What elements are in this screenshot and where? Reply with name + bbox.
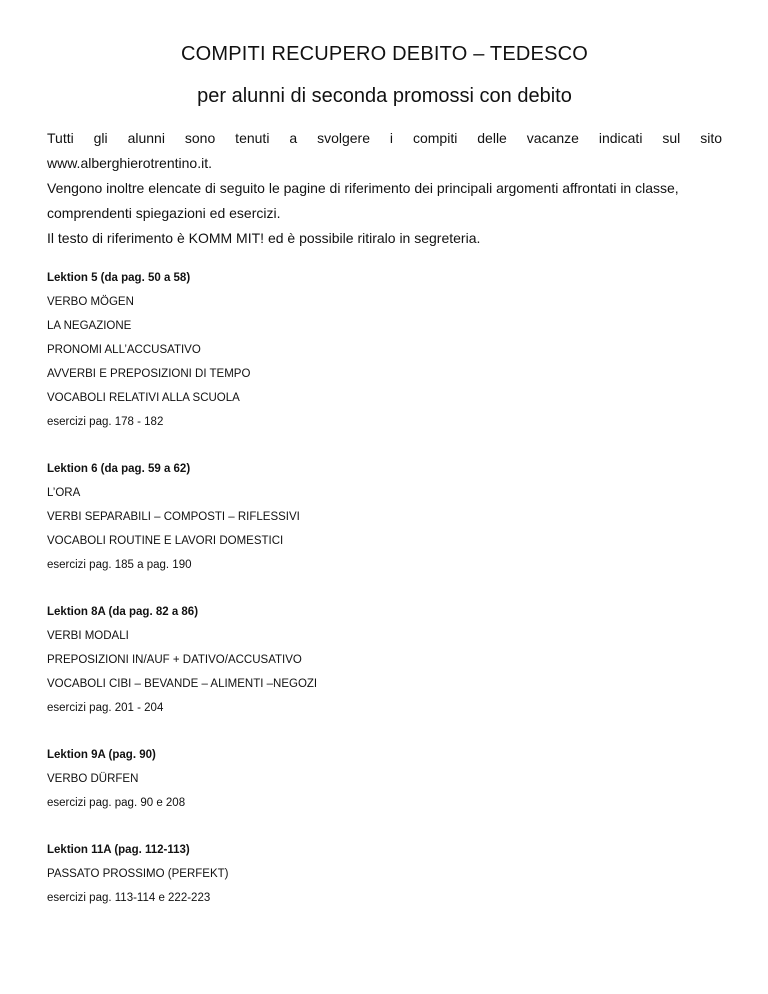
lesson-heading: Lektion 9A (pag. 90) bbox=[47, 749, 156, 761]
lesson-topic: L’ORA bbox=[47, 487, 81, 499]
lesson-topic: VOCABOLI CIBI – BEVANDE – ALIMENTI –NEGOZI bbox=[47, 678, 318, 690]
lesson-heading: Lektion 5 (da pag. 50 a 58) bbox=[47, 272, 191, 284]
document-title: COMPITI RECUPERO DEBITO – TEDESCO bbox=[180, 43, 589, 65]
lesson-sections bbox=[47, 266, 722, 910]
lesson-topic: PASSATO PROSSIMO (PERFEKT) bbox=[47, 868, 229, 880]
lesson-exercises: esercizi pag. 178 - 182 bbox=[47, 416, 164, 428]
document-subtitle: per alunni di seconda promossi con debito bbox=[197, 85, 572, 107]
lesson-exercises: esercizi pag. 201 - 204 bbox=[47, 702, 164, 714]
lesson-section bbox=[47, 743, 722, 815]
lesson-topic: PREPOSIZIONI IN/AUF + DATIVO/ACCUSATIVO bbox=[47, 654, 302, 666]
lesson-topic: VERBI MODALI bbox=[47, 630, 129, 642]
lesson-heading: Lektion 6 (da pag. 59 a 62) bbox=[47, 463, 191, 475]
lesson-topic: VERBI SEPARABILI – COMPOSTI – RIFLESSIVI bbox=[47, 511, 300, 523]
lesson-topic: LA NEGAZIONE bbox=[47, 320, 132, 332]
intro-line: Tutti gli alunni sono tenuti a svolgere i compiti delle vacanze indicati sul sito bbox=[47, 130, 722, 146]
lesson-section bbox=[47, 457, 722, 577]
lesson-topic: VERBO MÖGEN bbox=[47, 296, 134, 308]
lesson-heading: Lektion 11A (pag. 112-113) bbox=[47, 844, 190, 856]
intro-line: Vengono inoltre elencate di seguito le pagine di riferimento dei principali argomenti affrontati in classe, bbox=[47, 180, 679, 196]
lesson-topic: VOCABOLI ROUTINE E LAVORI DOMESTICI bbox=[47, 535, 284, 547]
lesson-section bbox=[47, 600, 722, 720]
lesson-exercises: esercizi pag. pag. 90 e 208 bbox=[47, 797, 186, 809]
lesson-exercises: esercizi pag. 113-114 e 222-223 bbox=[47, 892, 211, 904]
lesson-topic: VERBO DÜRFEN bbox=[47, 773, 139, 785]
intro-website: www.alberghierotrentino.it. bbox=[47, 155, 212, 171]
intro-line: Il testo di riferimento è KOMM MIT! ed è possibile ritiralo in segreteria. bbox=[47, 230, 481, 246]
lesson-exercises: esercizi pag. 185 a pag. 190 bbox=[47, 559, 192, 571]
lesson-topic: VOCABOLI RELATIVI ALLA SCUOLA bbox=[47, 392, 240, 404]
lesson-topic: AVVERBI E PREPOSIZIONI DI TEMPO bbox=[47, 368, 251, 380]
lesson-section bbox=[47, 266, 722, 434]
lesson-topic: PRONOMI ALL’ACCUSATIVO bbox=[47, 344, 201, 356]
lesson-section bbox=[47, 838, 722, 910]
intro-line: comprendenti spiegazioni ed esercizi. bbox=[47, 205, 281, 221]
lesson-heading: Lektion 8A (da pag. 82 a 86) bbox=[47, 606, 199, 618]
intro-paragraph bbox=[47, 126, 722, 251]
document-page bbox=[47, 36, 722, 933]
